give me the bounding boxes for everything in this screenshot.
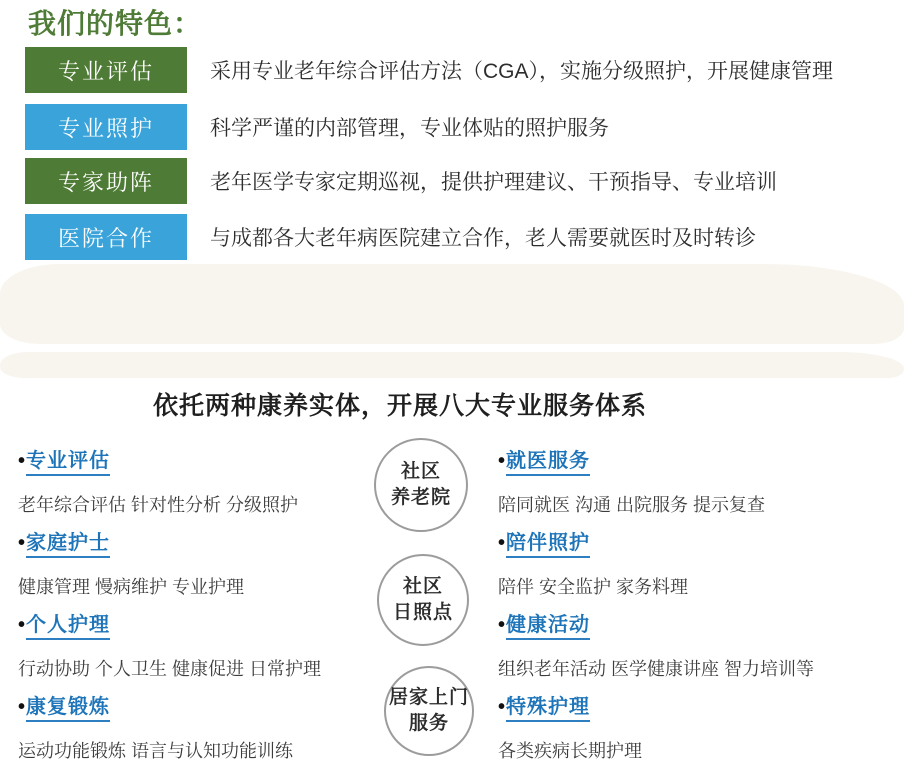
entity-circle-home-visit-service [384,666,474,756]
service-desc: 行动协助 个人卫生 健康促进 日常护理 [18,659,322,679]
service-head [18,608,378,640]
bullet-icon: • [498,696,506,718]
entity-line: 社区 [402,576,443,598]
service-link-jiatinghushi[interactable]: 家庭护士 [26,526,110,558]
service-item [18,690,378,763]
service-desc: 各类疾病长期护理 [498,741,642,761]
feature-chip: 专业照护 [25,104,187,150]
feature-row [25,214,756,260]
feature-chip: 专业评估 [25,47,187,93]
service-item [18,526,378,599]
service-head [18,444,378,476]
feature-desc: 老年医学专家定期巡视，提供护理建议、干预指导、专业培训 [210,171,777,194]
service-link-peibanzhaohu[interactable]: 陪伴照护 [506,526,590,558]
bullet-icon: • [498,614,506,636]
feature-chip: 专家助阵 [25,158,187,204]
service-link-gerenhuli[interactable]: 个人护理 [26,608,110,640]
features-title: 我们的特色： [28,8,203,39]
background-band-top [0,264,904,344]
service-item [498,608,898,681]
feature-row [25,47,833,93]
entity-circle-community-nursing-home [374,438,468,532]
bullet-icon: • [18,532,26,554]
feature-row [25,158,777,204]
service-item [498,690,898,763]
service-desc: 陪同就医 沟通 出院服务 提示复查 [498,495,766,515]
bullet-icon: • [18,696,26,718]
service-desc: 组织老年活动 医学健康讲座 智力培训等 [498,659,815,679]
service-head [18,526,378,558]
service-link-teshuhuli[interactable]: 特殊护理 [506,690,590,722]
feature-chip: 医院合作 [25,214,187,260]
service-desc: 陪伴 安全监护 家务料理 [498,577,689,597]
services-title: 依托两种康养实体，开展八大专业服务体系 [152,392,647,420]
bullet-icon: • [498,450,506,472]
service-head [498,444,898,476]
service-item [18,444,378,517]
bullet-icon: • [18,450,26,472]
service-link-jiankanghuodong[interactable]: 健康活动 [506,608,590,640]
background-band-bottom [0,352,904,378]
feature-desc: 科学严谨的内部管理，专业体贴的照护服务 [210,117,609,140]
service-head [498,690,898,722]
service-desc: 运动功能锻炼 语言与认知功能训练 [18,741,293,761]
entity-circle-community-daycare [377,554,469,646]
service-item [18,608,378,681]
entity-line: 居家上门 [388,687,469,709]
entity-line: 日照点 [392,602,453,623]
service-desc: 老年综合评估 针对性分析 分级照护 [18,495,299,515]
service-item [498,444,898,517]
feature-desc: 采用专业老年综合评估方法（CGA），实施分级照护，开展健康管理 [210,60,834,83]
bullet-icon: • [18,614,26,636]
feature-desc: 与成都各大老年病医院建立合作，老人需要就医时及时转诊 [210,227,756,250]
entity-line: 养老院 [390,487,451,508]
service-item [498,526,898,599]
service-head [498,608,898,640]
bullet-icon: • [498,532,506,554]
entity-line: 服务 [408,713,449,734]
entity-line: 社区 [400,461,441,483]
service-head [498,526,898,558]
service-link-jiuyifuwu[interactable]: 就医服务 [506,444,590,476]
service-desc: 健康管理 慢病维护 专业护理 [18,577,245,597]
feature-row [25,104,609,150]
service-link-zhuanyepinggu[interactable]: 专业评估 [26,444,110,476]
service-link-kangfuduanlian[interactable]: 康复锻炼 [26,690,110,722]
service-head [18,690,378,722]
